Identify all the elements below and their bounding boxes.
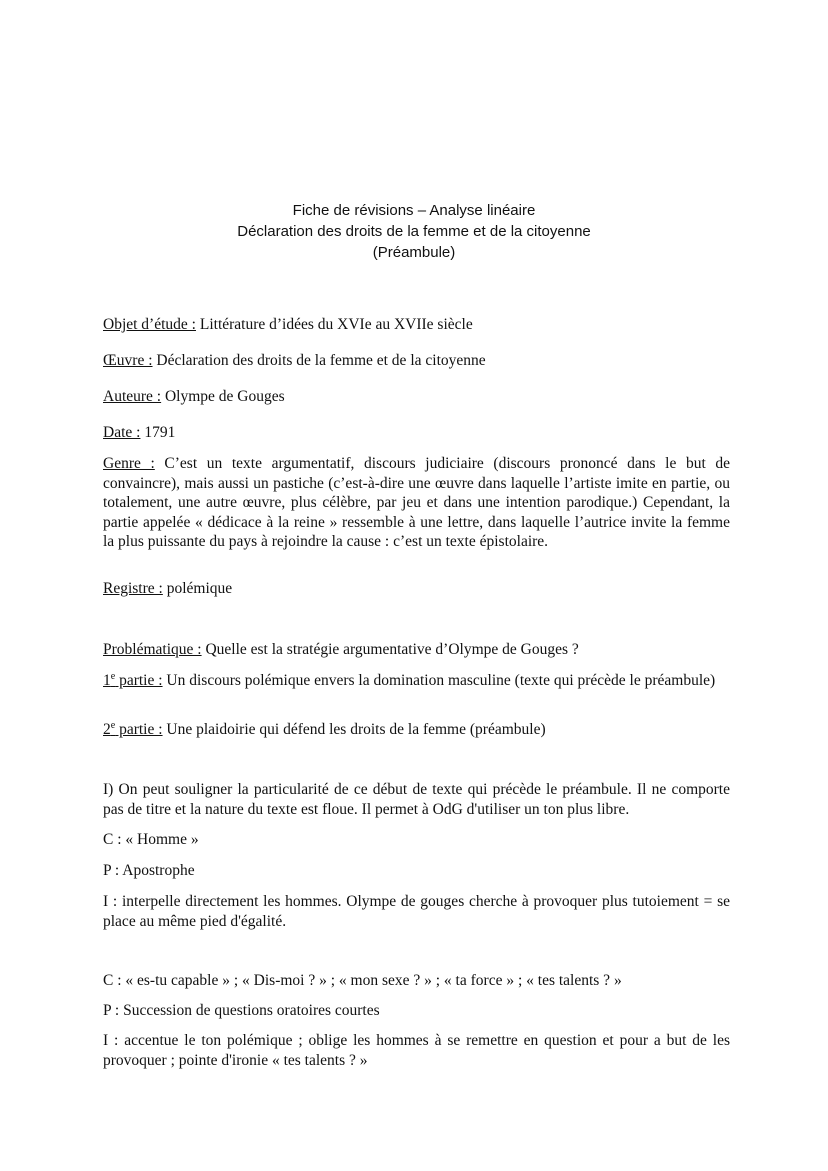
partie-number: 1 [103, 672, 111, 689]
field-value: C’est un texte argumentatif, discours judiciaire (discours prononcé dans le but de convaincre), mais aussi un pastiche (c’est-à-dire une œuvre dans laquelle l’artiste imite en partie, ou totalement, une autre œuvre, plus célèbre, par jeu et dans une intention parodique.) Cependant, la partie appelée « dédicace à la reine » ressemble à une lettre, dans laquelle l’autrice invite la femme la plus puissante du pays à rejoindre la cause : c’est un texte épistolaire. [103, 455, 731, 550]
field-value: Olympe de Gouges [161, 388, 285, 405]
field-label: Objet d’étude : [103, 316, 196, 333]
partie-number: 2 [103, 721, 111, 738]
partie-label [103, 672, 163, 689]
field-genre [103, 454, 730, 552]
field-label: Registre : [103, 580, 163, 597]
header-title: Fiche de révisions – Analyse linéaire [292, 202, 536, 219]
field-label: Auteure : [103, 388, 162, 405]
field-auteure [103, 387, 730, 407]
field-oeuvre [103, 351, 730, 371]
field-value: 1791 [140, 424, 176, 441]
analysis-citation-1: C : « Homme » [103, 831, 199, 848]
field-label: Date : [103, 424, 141, 441]
field-label: Œuvre : [103, 352, 153, 369]
header-subtitle: Déclaration des droits de la femme et de la citoyenne [237, 223, 591, 240]
field-registre [103, 579, 730, 599]
field-label: Problématique : [103, 641, 202, 658]
field-value: Quelle est la stratégie argumentative d’Olympe de Gouges ? [201, 641, 579, 658]
partie-value: Un discours polémique envers la domination masculine (texte qui précède le préambule) [162, 672, 716, 689]
partie-ordinal: e [110, 719, 116, 731]
field-label: Genre : [103, 455, 155, 472]
field-date [103, 423, 730, 443]
field-value: Déclaration des droits de la femme et de la citoyenne [152, 352, 486, 369]
partie-label [103, 721, 163, 738]
partie-ordinal: e [110, 670, 116, 682]
field-value: polémique [162, 580, 233, 597]
analysis-interpretation-2: I : accentue le ton polémique ; oblige les hommes à se remettre en question et pour a but de les provoquer ; pointe d'ironie « tes talents ? » [103, 1032, 730, 1069]
partie-value: Une plaidoirie qui défend les droits de la femme (préambule) [162, 721, 546, 738]
document-header [0, 200, 828, 263]
analysis-citation-2: C : « es-tu capable » ; « Dis-moi ? » ; « mon sexe ? » ; « ta force » ; « tes talents ? » [103, 972, 622, 989]
plan-partie-2 [103, 720, 730, 740]
field-value: Littérature d’idées du XVIe au XVIIe siècle [195, 316, 473, 333]
analysis-intro: I) On peut souligner la particularité de ce début de texte qui précède le préambule. Il ne comporte pas de titre et la nature du texte est floue. Il permet à OdG d'utiliser un ton plus libre. [103, 781, 730, 818]
partie-label-text: partie : [115, 672, 163, 689]
plan-partie-1 [103, 671, 730, 691]
field-objet [103, 315, 730, 335]
analysis-procede-2: P : Succession de questions oratoires courtes [103, 1002, 380, 1019]
header-section: (Préambule) [372, 244, 456, 261]
analysis-procede-1: P : Apostrophe [103, 862, 195, 879]
problematique [103, 640, 730, 660]
partie-label-text: partie : [115, 721, 163, 738]
analysis-interpretation-1: I : interpelle directement les hommes. Olympe de gouges cherche à provoquer plus tutoiement = se place au même pied d'égalité. [103, 893, 730, 930]
